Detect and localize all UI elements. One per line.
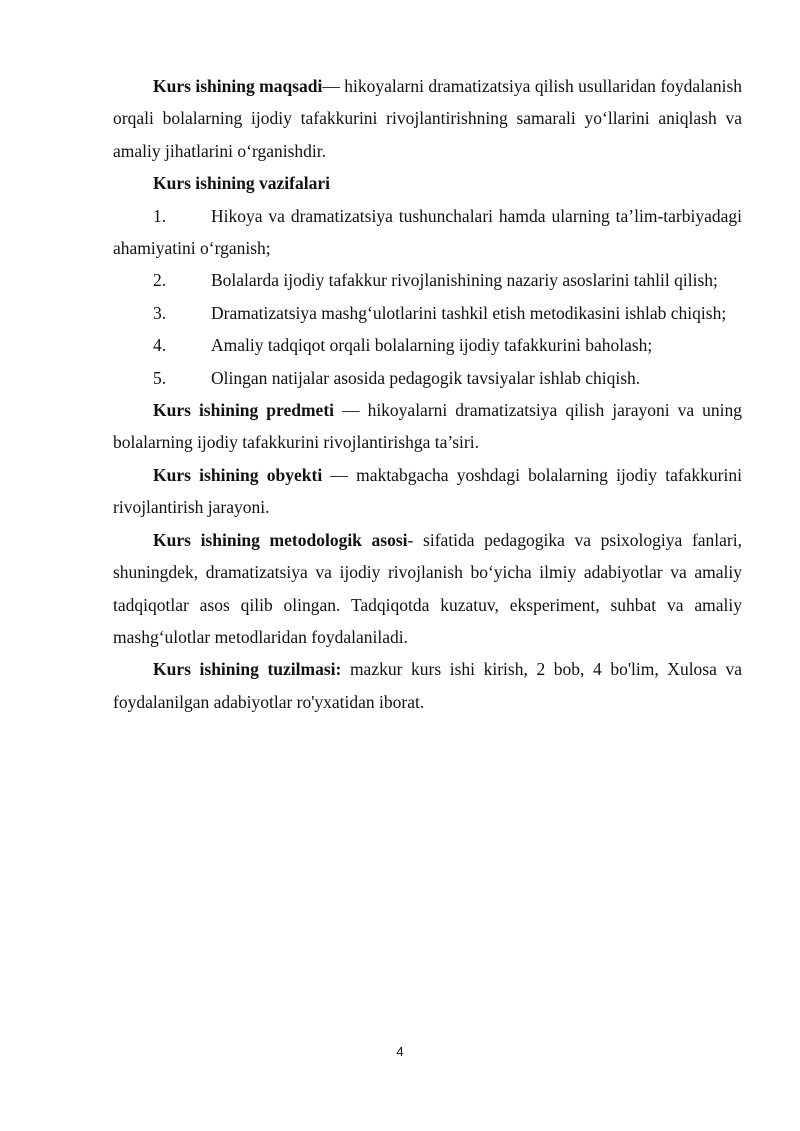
task-item-5 xyxy=(113,362,742,394)
task-text: Hikoya va dramatizatsiya tushunchalari hamda ularning ta’lim-tarbiyadagi ahamiyatini o‘rganish; xyxy=(113,205,742,259)
subject-label: Kurs ishining predmeti xyxy=(153,400,335,421)
task-number: 1. xyxy=(153,205,167,226)
methodology-paragraph xyxy=(113,524,742,654)
task-item-2 xyxy=(113,264,742,296)
subject-paragraph xyxy=(113,394,742,459)
task-text: Bolalarda ijodiy tafakkur rivojlanishining nazariy asoslarini tahlil qilish; xyxy=(211,270,718,291)
purpose-label: Kurs ishining maqsadi xyxy=(153,76,323,96)
object-paragraph xyxy=(113,459,742,524)
object-text: — maktabgacha yoshdagi bolalarning ijodiy tafakkurini rivojlantirish jarayoni. xyxy=(113,464,742,518)
task-text: Amaliy tadqiqot orqali bolalarning ijodiy tafakkurini baholash; xyxy=(211,335,653,356)
task-text: Dramatizatsiya mashg‘ulotlarini tashkil etish metodikasini ishlab chiqish; xyxy=(211,302,727,323)
task-item-1 xyxy=(113,200,742,265)
task-number: 2. xyxy=(153,270,167,291)
methodology-label: Kurs ishining metodologik asosi xyxy=(153,529,408,550)
task-number: 4. xyxy=(153,335,167,356)
purpose-paragraph xyxy=(113,70,742,167)
structure-text: mazkur kurs ishi kirish, 2 bob, 4 bo'lim, Xulosa va foydalanilgan adabiyotlar ro'yxatidan iborat. xyxy=(113,659,742,712)
task-number: 3. xyxy=(153,302,167,323)
structure-label: Kurs ishining tuzilmasi: xyxy=(153,659,342,680)
page-number: 4 xyxy=(396,1044,404,1059)
task-item-4 xyxy=(113,329,742,361)
purpose-text: — hikoyalarni dramatizatsiya qilish usullaridan foydalanish orqali bolalarning ijodiy tafakkurini rivojlantirishning samarali yo‘llarini aniqlash va amaliy jihatlarini o‘rganishdir. xyxy=(113,76,742,161)
task-number: 5. xyxy=(153,367,167,388)
object-label: Kurs ishining obyekti xyxy=(153,464,323,485)
tasks-heading: Kurs ishining vazifalari xyxy=(153,173,330,194)
structure-paragraph xyxy=(113,653,742,718)
document-page xyxy=(113,70,742,718)
methodology-text: - sifatida pedagogika va psixologiya fanlari, shuningdek, dramatizatsiya va ijodiy rivojlanish bo‘yicha ilmiy adabiyotlar va amaliy tadqiqotlar asos qilib olingan. Tadqiqotda kuzatuv, eksperiment, suhbat va amaliy mashg‘ulotlar metodlaridan foydalaniladi. xyxy=(113,529,742,647)
task-text: Olingan natijalar asosida pedagogik tavsiyalar ishlab chiqish. xyxy=(211,367,641,388)
subject-text: — hikoyalarni dramatizatsiya qilish jarayoni va uning bolalarning ijodiy tafakkurini rivojlantirishga ta’siri. xyxy=(113,400,742,453)
task-item-3 xyxy=(113,297,742,329)
